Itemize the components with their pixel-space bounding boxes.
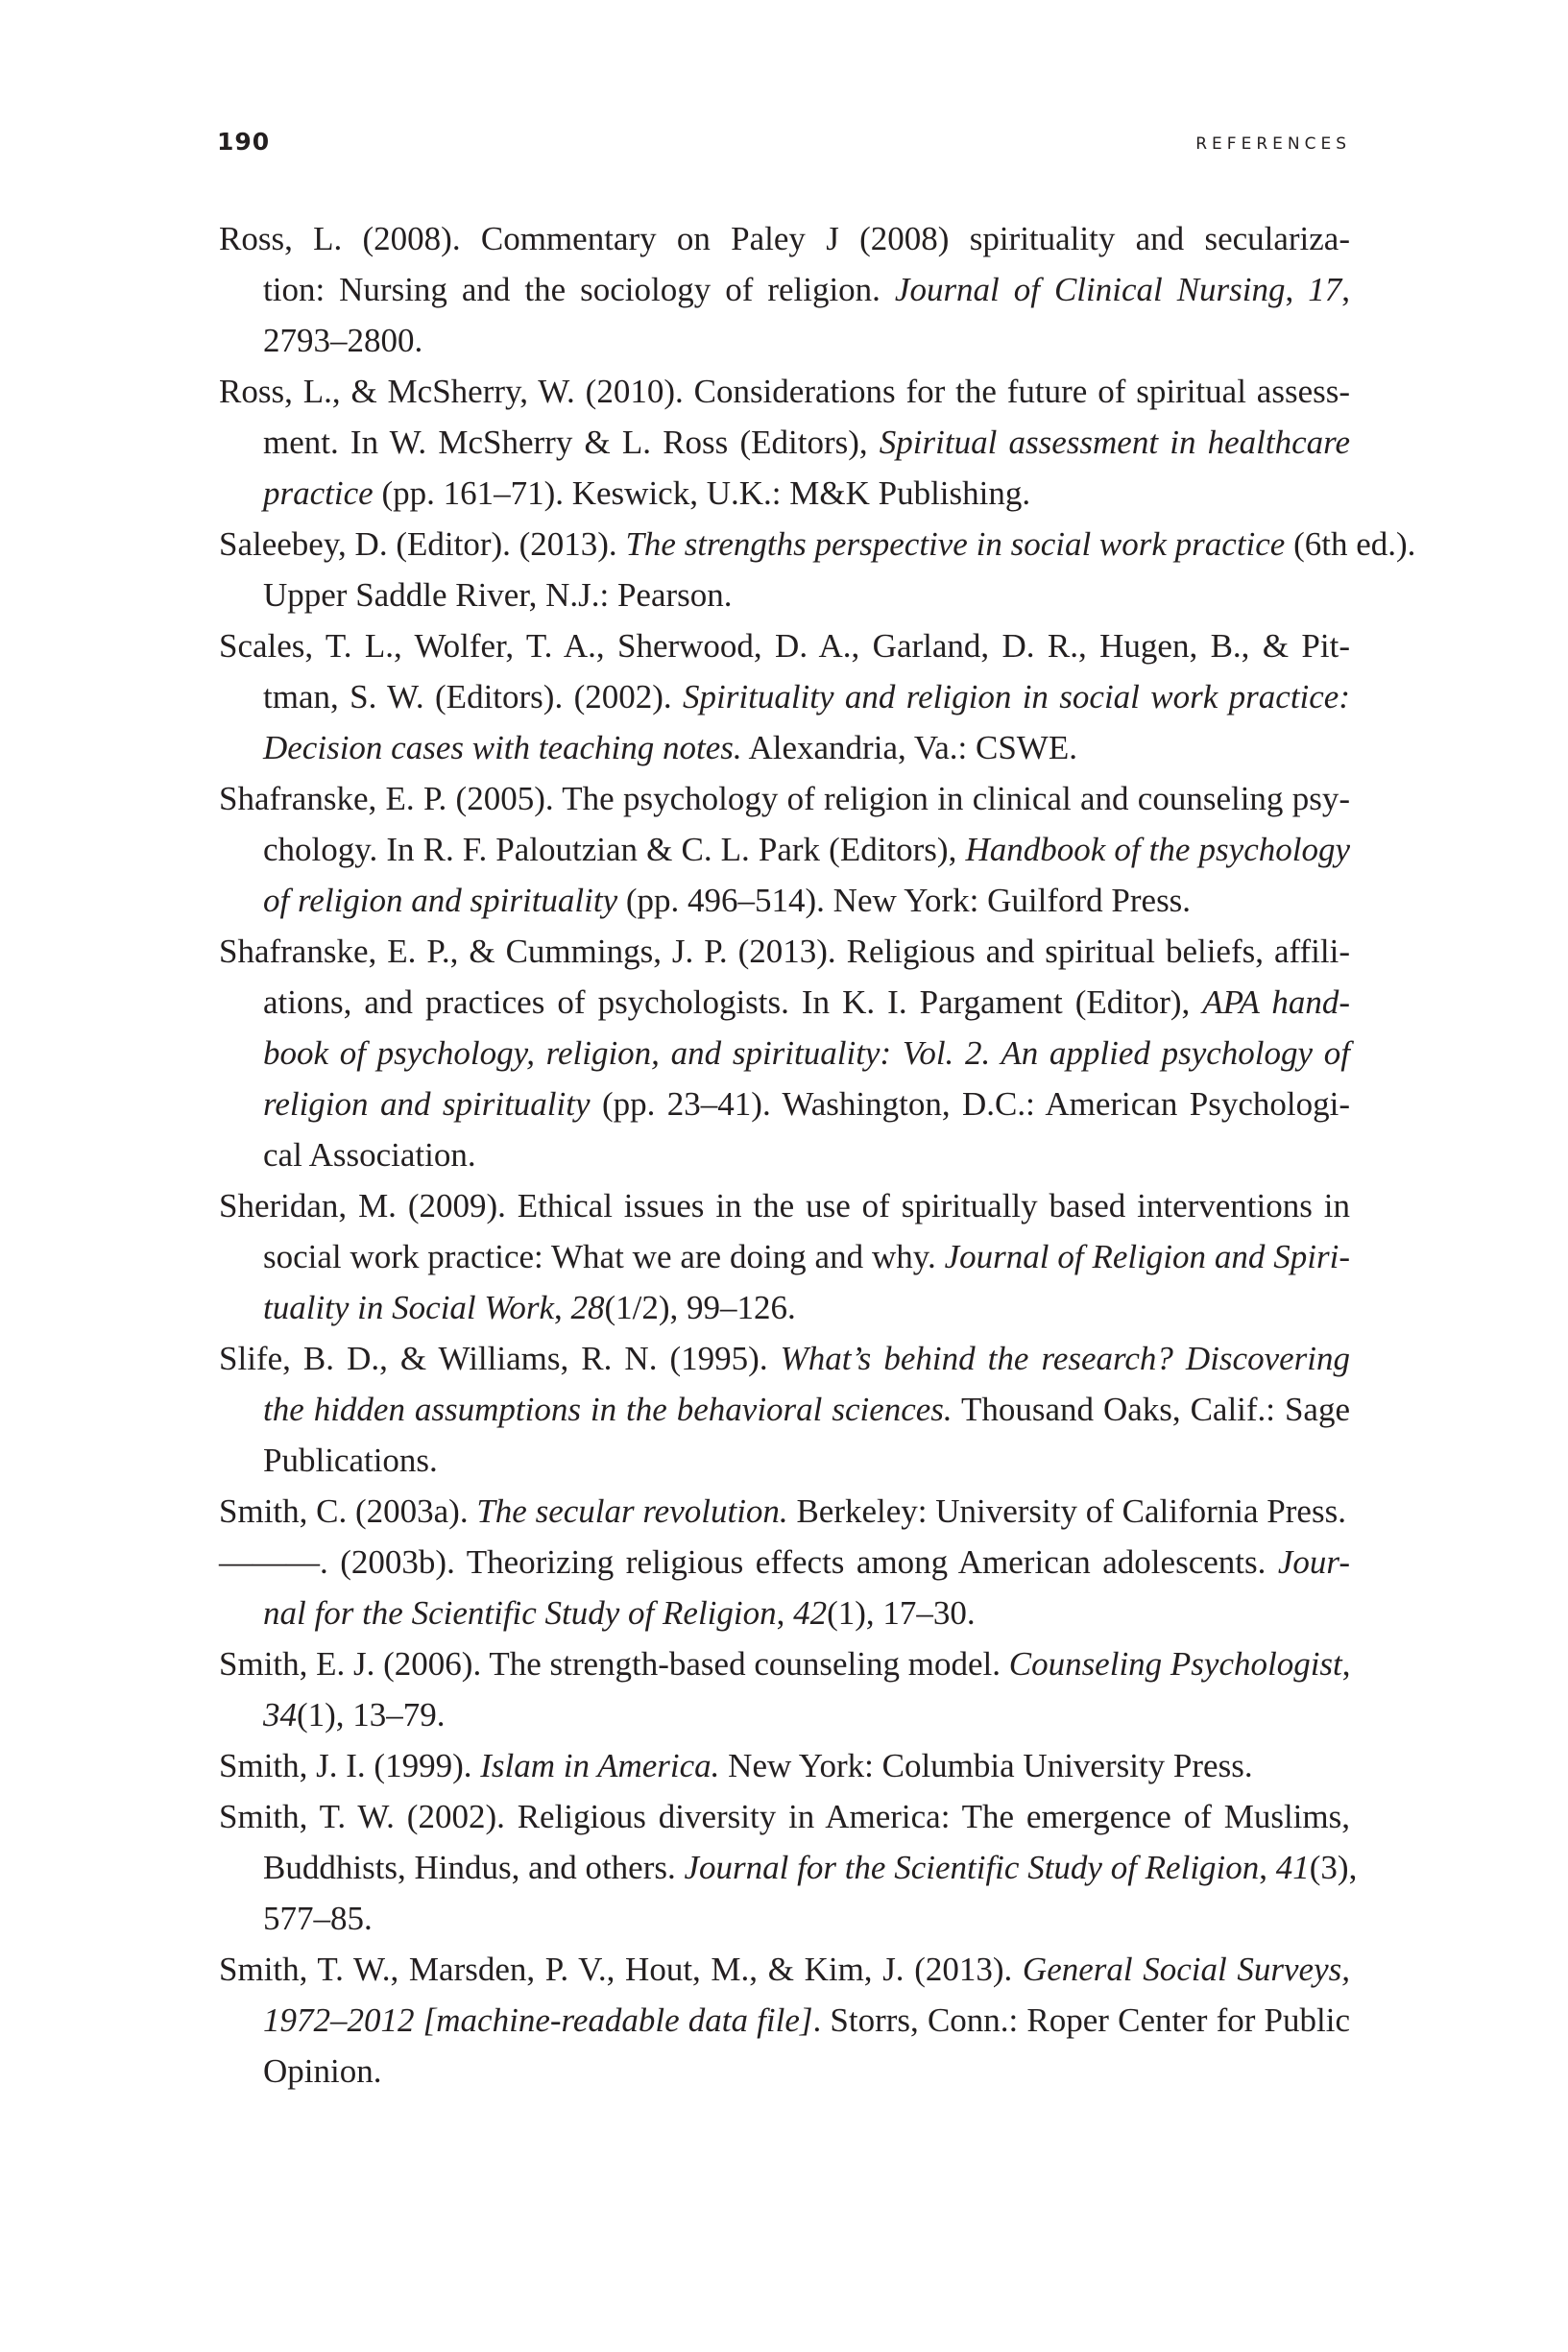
text: , (554, 1289, 571, 1326)
reference-list (219, 213, 1416, 2097)
reference-line (219, 773, 1350, 824)
text: 577–85. (263, 1900, 373, 1937)
italic-text: General Social Surveys, (1022, 1951, 1350, 1988)
italic-text: APA hand- (1202, 983, 1350, 1021)
reference-entry (219, 1944, 1350, 2097)
reference-line (219, 417, 1350, 468)
text: Ross, L., & McSherry, W. (2010). Considerations for the future of spiritual assess- (219, 373, 1350, 410)
text: Opinion. (263, 2052, 382, 2090)
italic-text: What’s behind the research? Discovering (780, 1340, 1350, 1377)
reference-entry (219, 926, 1350, 1180)
italic-text: Decision cases with teaching notes. (263, 729, 742, 766)
text: Smith, J. I. (1999). (219, 1747, 481, 1784)
text: Sheridan, M. (2009). Ethical issues in the use of spiritually based interventions in (219, 1187, 1350, 1224)
text: Shafranske, E. P. (2005). The psychology of religion in clinical and counseling psy- (219, 780, 1350, 817)
text: . Storrs, Conn.: Roper Center for Public (812, 2001, 1350, 2039)
italic-text: 41 (1275, 1849, 1310, 1886)
text: Scales, T. L., Wolfer, T. A., Sherwood, D. A., Garland, D. R., Hugen, B., & Pit- (219, 627, 1350, 665)
text: (1), 13–79. (297, 1696, 446, 1734)
italic-text: Journal for the Scientific Study of Religion (684, 1849, 1260, 1886)
reference-line (219, 1842, 1358, 1893)
text: chology. In R. F. Paloutzian & C. L. Park (Editors), (263, 831, 966, 868)
reference-entry (219, 1537, 1350, 1638)
text: Thousand Oaks, Calif.: Sage (952, 1391, 1350, 1428)
reference-line (219, 671, 1350, 722)
reference-entry (219, 213, 1350, 366)
text: tman, S. W. (Editors). (2002). (263, 678, 684, 715)
italic-text: 28 (570, 1289, 605, 1326)
text: , (1341, 1645, 1351, 1683)
text: Buddhists, Hindus, and others. (263, 1849, 685, 1886)
italic-text: Handbook of the psychology (965, 831, 1350, 868)
italic-text: the hidden assumptions in the behavioral sciences. (263, 1391, 953, 1428)
reference-line (219, 875, 1350, 926)
reference-line (219, 1079, 1350, 1129)
text: , (1341, 271, 1350, 308)
reference-line (219, 519, 1416, 570)
reference-line (219, 1180, 1350, 1231)
italic-text: of religion and spirituality (263, 882, 618, 919)
italic-text: book of psychology, religion, and spirituality: Vol. 2. An applied psychology of (263, 1034, 1350, 1072)
text: (pp. 161–71). Keswick, U.K.: M&K Publishing. (373, 474, 1031, 512)
text: social work practice: What we are doing and why. (263, 1238, 945, 1275)
text: Shafranske, E. P., & Cummings, J. P. (2013). Religious and spiritual beliefs, affili- (219, 933, 1350, 970)
reference-line (219, 620, 1350, 671)
reference-line (219, 315, 1350, 366)
reference-line (219, 926, 1350, 977)
text: Ross, L. (2008). Commentary on Paley J (2008) spirituality and seculariza- (219, 220, 1350, 257)
reference-entry (219, 366, 1350, 519)
reference-line (219, 1638, 1350, 1689)
text: Publications. (263, 1442, 438, 1479)
reference-line (219, 1791, 1350, 1842)
italic-text: religion and spirituality (263, 1085, 591, 1123)
reference-entry (219, 519, 1416, 620)
text: ment. In W. McSherry & L. Ross (Editors), (263, 424, 880, 461)
reference-line (219, 1995, 1350, 2046)
italic-text: 17 (1308, 271, 1342, 308)
reference-entry (219, 1791, 1358, 1944)
reference-line (219, 264, 1350, 315)
text: , (1285, 271, 1309, 308)
text: , (1259, 1849, 1276, 1886)
reference-entry (219, 1486, 1350, 1537)
text: New York: Columbia University Press. (719, 1747, 1253, 1784)
reference-line (219, 1435, 1350, 1486)
italic-text: Spirituality and religion in social work practice: (683, 678, 1350, 715)
reference-line (219, 1689, 1350, 1740)
reference-line (219, 570, 1350, 620)
italic-text: Islam in America. (480, 1747, 720, 1784)
italic-text: The strengths perspective in social work practice (625, 525, 1286, 563)
italic-text: The secular revolution. (476, 1492, 788, 1530)
reference-line (219, 1893, 1350, 1944)
reference-line (219, 1944, 1350, 1995)
text: (pp. 496–514). New York: Guilford Press. (617, 882, 1192, 919)
italic-text: nal for the Scientific Study of Religion (263, 1594, 777, 1632)
reference-line (219, 977, 1350, 1028)
italic-text: Journal of Clinical Nursing (894, 271, 1286, 308)
text: Smith, T. W., Marsden, P. V., Hout, M., & Kim, J. (2013). (219, 1951, 1023, 1988)
reference-line (219, 1028, 1350, 1079)
italic-text: 34 (263, 1696, 297, 1734)
text: (1/2), 99–126. (604, 1289, 796, 1326)
italic-text: 1972–2012 [machine-readable data file] (263, 2001, 813, 2039)
reference-line (219, 468, 1350, 519)
reference-entry (219, 620, 1350, 773)
reference-line (219, 1740, 1350, 1791)
text: cal Association. (263, 1136, 476, 1174)
text: Smith, T. W. (2002). Religious diversity in America: The emergence of Muslims, (219, 1798, 1350, 1835)
italic-text: 42 (793, 1594, 828, 1632)
running-head: REFERENCES (1195, 134, 1351, 154)
italic-text: Counseling Psychologist (1008, 1645, 1342, 1683)
text: Smith, E. J. (2006). The strength-based counseling model. (219, 1645, 1009, 1683)
italic-text: tuality in Social Work (263, 1289, 554, 1326)
reference-line (219, 722, 1350, 773)
reference-line (219, 1384, 1350, 1435)
italic-text: Jour- (1277, 1543, 1350, 1581)
text: tion: Nursing and the sociology of religion. (263, 271, 895, 308)
text: (pp. 23–41). Washington, D.C.: American Psychologi- (590, 1085, 1350, 1123)
reference-line (219, 2046, 1350, 2097)
reference-line (219, 1129, 1350, 1180)
reference-entry (219, 1333, 1350, 1486)
text: (1), 17–30. (827, 1594, 976, 1632)
text: Upper Saddle River, N.J.: Pearson. (263, 576, 733, 614)
reference-line (219, 366, 1350, 417)
text: Alexandria, Va.: CSWE. (741, 729, 1077, 766)
reference-entry (219, 1740, 1350, 1791)
text: (6th ed.). (1285, 525, 1416, 563)
reference-line (219, 213, 1350, 264)
text: 2793–2800. (263, 322, 423, 359)
reference-line (219, 1231, 1350, 1282)
reference-entry (219, 773, 1350, 926)
reference-entry (219, 1180, 1350, 1333)
text: Smith, C. (2003a). (219, 1492, 477, 1530)
text: Berkeley: University of California Press. (787, 1492, 1346, 1530)
italic-text: Journal of Religion and Spiri- (944, 1238, 1350, 1275)
text: , (776, 1594, 794, 1632)
italic-text: Spiritual assessment in healthcare (879, 424, 1350, 461)
text: ———. (2003b). Theorizing religious effects among American adolescents. (219, 1543, 1278, 1581)
reference-line (219, 1537, 1350, 1588)
text: Slife, B. D., & Williams, R. N. (1995). (219, 1340, 781, 1377)
reference-line (219, 1486, 1350, 1537)
text: ations, and practices of psychologists. In K. I. Pargament (Editor), (263, 983, 1203, 1021)
page-number: 190 (217, 128, 271, 156)
text: (3), (1309, 1849, 1358, 1886)
text: Saleebey, D. (Editor). (2013). (219, 525, 626, 563)
reference-line (219, 1333, 1350, 1384)
reference-line (219, 824, 1350, 875)
italic-text: practice (263, 474, 374, 512)
reference-entry (219, 1638, 1350, 1740)
reference-line (219, 1282, 1350, 1333)
reference-line (219, 1588, 1350, 1638)
